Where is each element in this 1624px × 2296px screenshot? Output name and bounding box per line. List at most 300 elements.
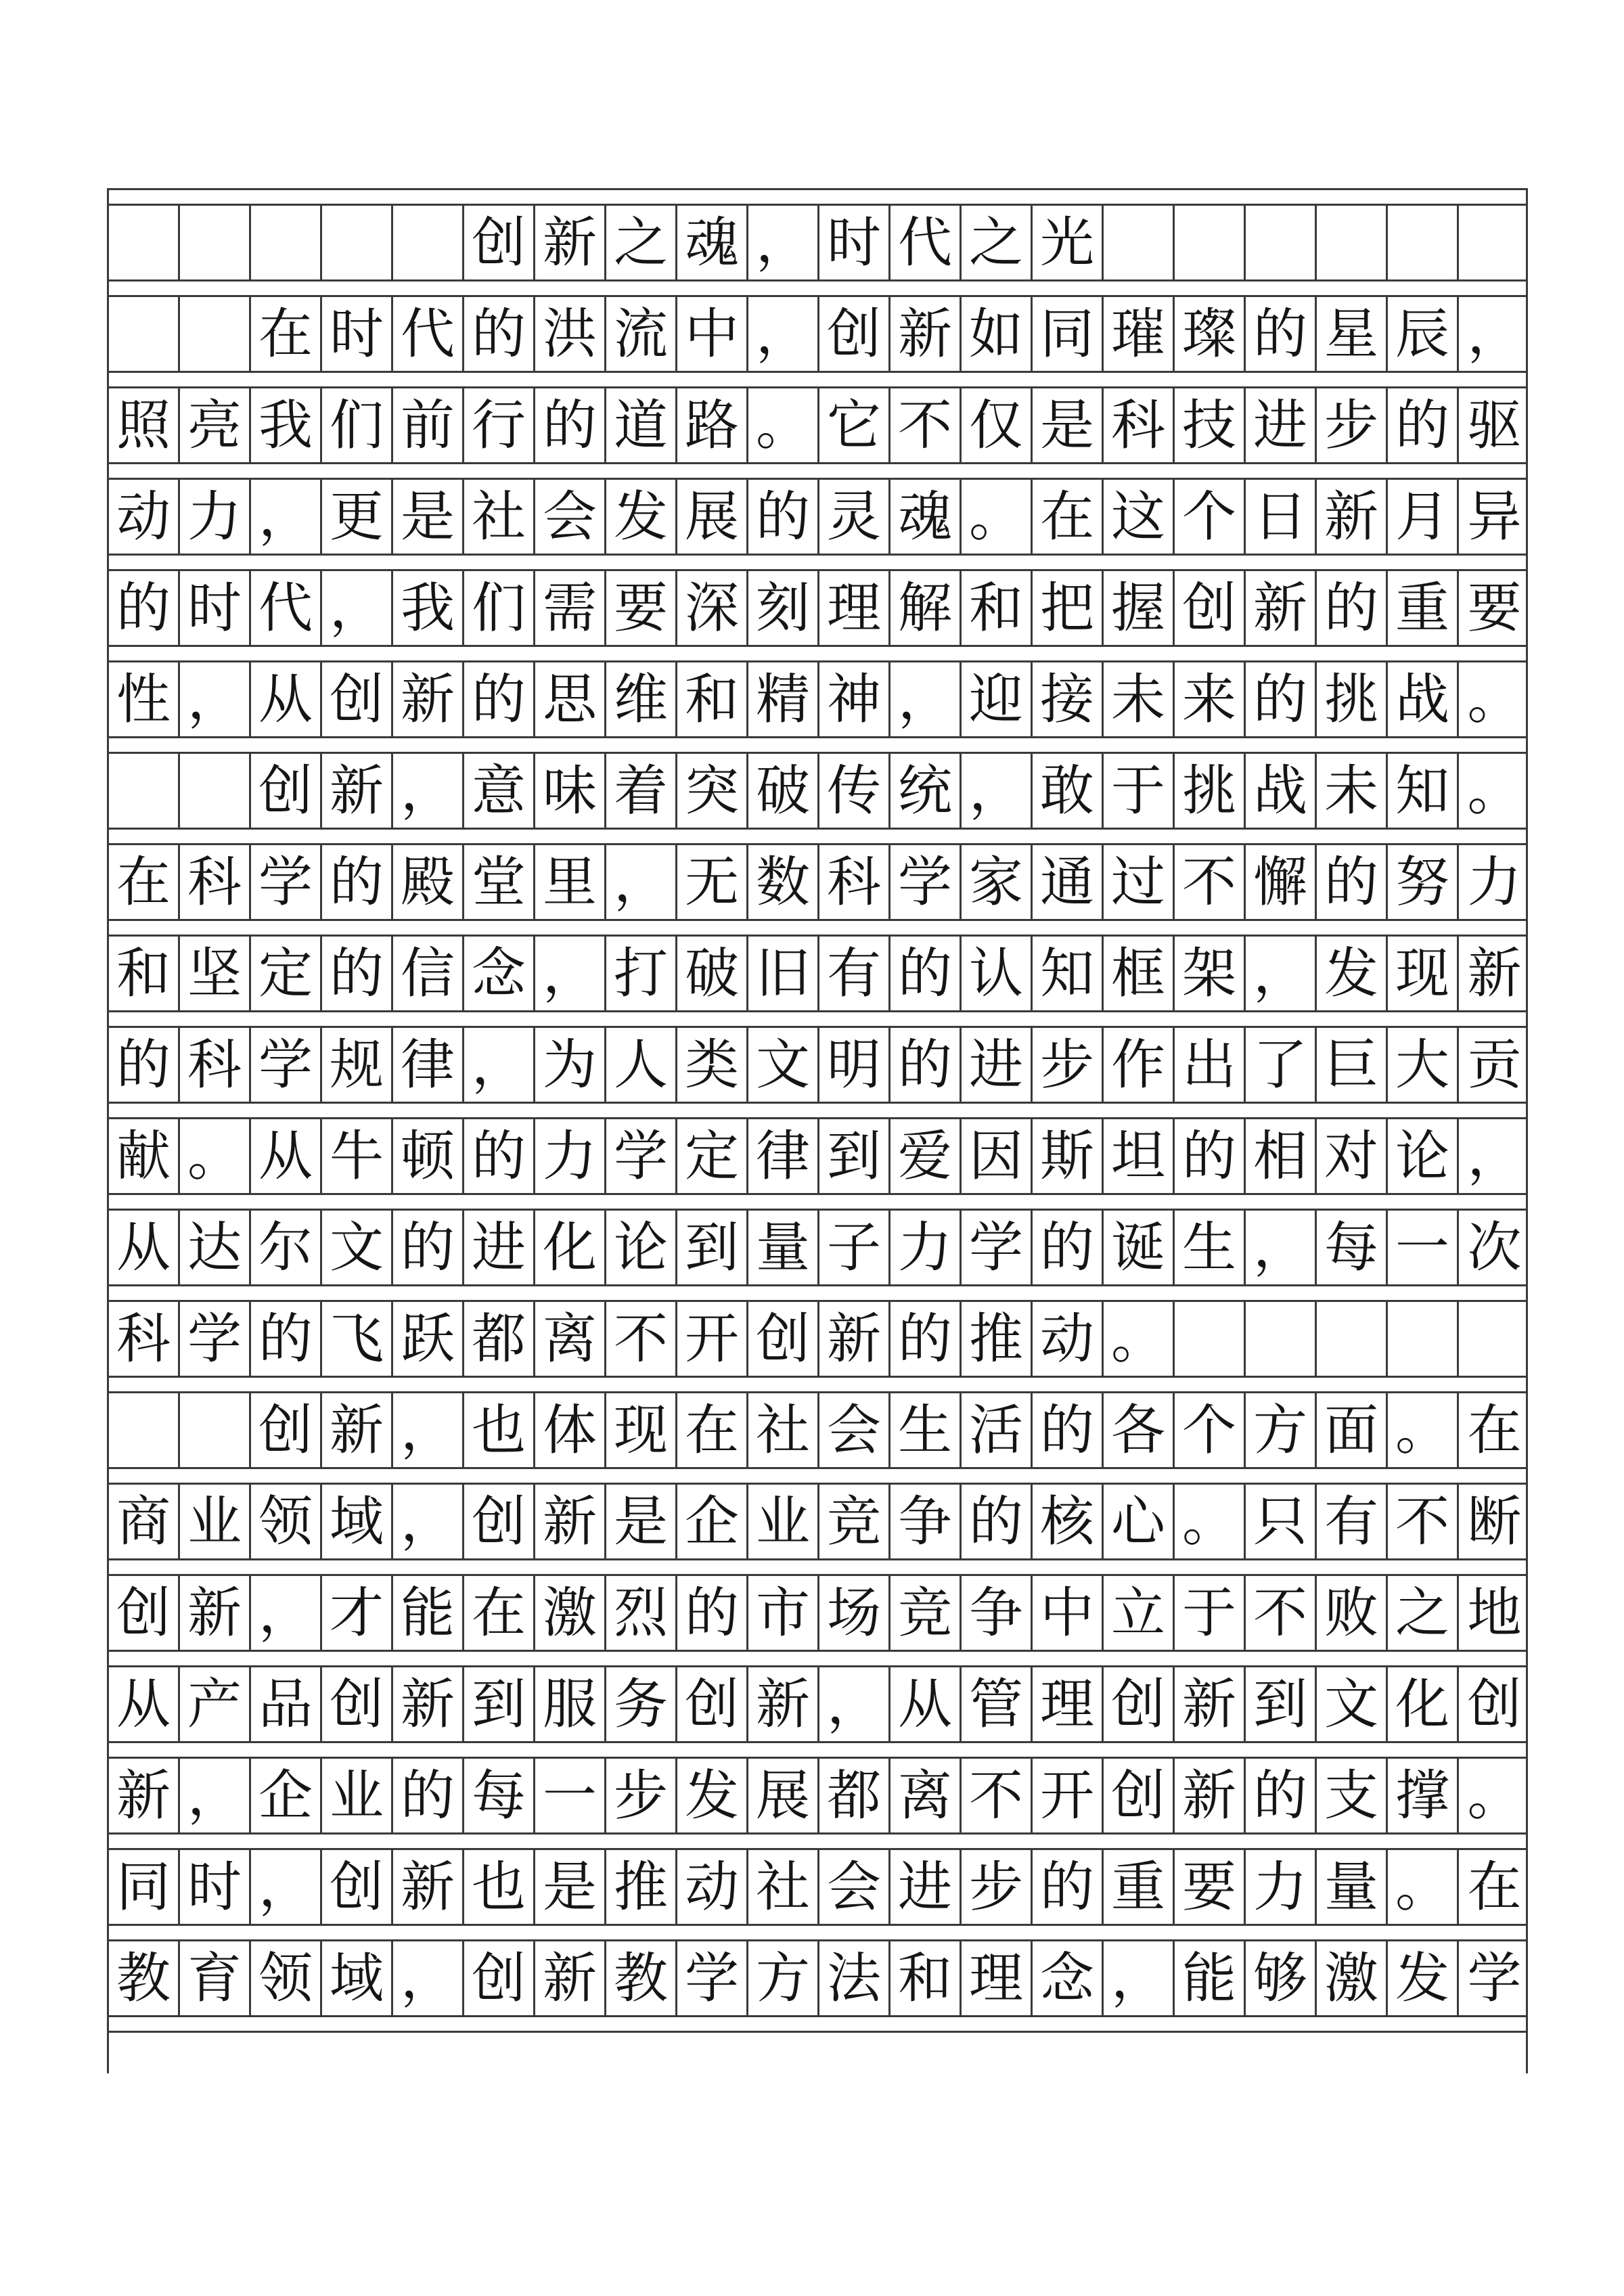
grid-cell: 科 xyxy=(180,845,251,919)
grid-cell: 顿 xyxy=(393,1119,464,1193)
grid-cell: 一 xyxy=(1388,1211,1459,1284)
grid-cell: 要 xyxy=(606,571,677,645)
grid-cell: 激 xyxy=(535,1576,606,1650)
grid-cell: 爱 xyxy=(890,1119,962,1193)
grid-cell: 理 xyxy=(962,1941,1033,2015)
grid-cell: 代 xyxy=(393,297,464,371)
grid-cell: ， xyxy=(890,662,962,736)
grid-cell: ， xyxy=(1104,1941,1175,2015)
grid-cell: 败 xyxy=(1317,1576,1388,1650)
grid-cell: 商 xyxy=(109,1485,180,1558)
grid-cell: 如 xyxy=(962,297,1033,371)
grid-cell: 和 xyxy=(677,662,748,736)
grid-cell: 步 xyxy=(606,1759,677,1832)
grid-cell: 到 xyxy=(1246,1667,1317,1741)
grid-cell: 只 xyxy=(1246,1485,1317,1558)
grid-cell: 进 xyxy=(464,1211,535,1284)
grid-cell: 堂 xyxy=(464,845,535,919)
grid-cell: 代 xyxy=(251,571,322,645)
grid-cell: 时 xyxy=(180,571,251,645)
grid-cell: 文 xyxy=(748,1028,819,1102)
grid-cell: 来 xyxy=(1175,662,1246,736)
grid-cell: 在 xyxy=(109,845,180,919)
grid-gap-strip xyxy=(109,1102,1526,1119)
grid-cell: 。 xyxy=(1467,1763,1522,1827)
grid-cell xyxy=(180,297,251,371)
grid-cell: 懈 xyxy=(1246,845,1317,919)
grid-cell: 方 xyxy=(1246,1393,1317,1467)
grid-cell: 挑 xyxy=(1317,662,1388,736)
grid-cell: 会 xyxy=(819,1393,890,1467)
grid-cell: 辰 xyxy=(1388,297,1459,371)
grid-cell: 企 xyxy=(251,1759,322,1832)
grid-cell: 每 xyxy=(464,1759,535,1832)
grid-cell xyxy=(1388,1302,1459,1376)
grid-cell: 家 xyxy=(962,845,1033,919)
grid-cell: 思 xyxy=(535,662,606,736)
grid-cell: 创 xyxy=(251,1393,322,1467)
grid-cell: 创 xyxy=(109,1576,180,1650)
grid-cell: ， xyxy=(464,1028,535,1102)
grid-cell: ， xyxy=(393,1941,464,2015)
grid-cell: 在 xyxy=(1033,480,1104,554)
grid-cell: 量 xyxy=(748,1211,819,1284)
grid-gap-strip xyxy=(109,1467,1526,1485)
grid-cell: 璨 xyxy=(1175,297,1246,371)
grid-cell: 璀 xyxy=(1104,297,1175,371)
grid-cell: 地 xyxy=(1467,1581,1522,1644)
grid-cell: 发 xyxy=(606,480,677,554)
grid-gap-strip xyxy=(109,645,1526,662)
grid-cell xyxy=(109,754,180,828)
grid-cell: 新 xyxy=(535,1941,606,2015)
grid-cell: 能 xyxy=(393,1576,464,1650)
grid-cell: 体 xyxy=(535,1393,606,1467)
grid-cell: 学 xyxy=(606,1119,677,1193)
grid-cell: 念 xyxy=(1033,1941,1104,2015)
grid-cell: 的 xyxy=(464,662,535,736)
grid-cell: 亮 xyxy=(180,388,251,462)
grid-cell: 育 xyxy=(180,1941,251,2015)
grid-cell: 魂 xyxy=(890,480,962,554)
grid-cell: ， xyxy=(180,1759,251,1832)
grid-cell: 力 xyxy=(535,1119,606,1193)
grid-cell: 性 xyxy=(109,662,180,736)
grid-cell: 不 xyxy=(606,1302,677,1376)
grid-cell: 展 xyxy=(677,480,748,554)
grid-cell: 竞 xyxy=(890,1576,962,1650)
grid-cell: 里 xyxy=(535,845,606,919)
grid-cell: 意 xyxy=(464,754,535,828)
grid-cell: 。 xyxy=(1388,1393,1459,1467)
grid-cell: 力 xyxy=(890,1211,962,1284)
grid-cell: 新 xyxy=(393,1850,464,1924)
grid-cell: 达 xyxy=(180,1211,251,1284)
grid-cell: 因 xyxy=(962,1119,1033,1193)
grid-cell: 支 xyxy=(1317,1759,1388,1832)
grid-cell: 次 xyxy=(1467,1215,1522,1279)
grid-cell: 传 xyxy=(819,754,890,828)
grid-cell: 解 xyxy=(890,571,962,645)
grid-cell: 灵 xyxy=(819,480,890,554)
grid-cell: 的 xyxy=(464,297,535,371)
grid-cell: 。 xyxy=(962,480,1033,554)
grid-cell: 诞 xyxy=(1104,1211,1175,1284)
grid-cell: 的 xyxy=(322,845,393,919)
grid-gap-strip xyxy=(109,1650,1526,1667)
grid-cell: 新 xyxy=(322,1393,393,1467)
grid-cell: 的 xyxy=(109,1028,180,1102)
grid-cell: 动 xyxy=(677,1850,748,1924)
grid-cell: 创 xyxy=(677,1667,748,1741)
grid-cell: 需 xyxy=(535,571,606,645)
grid-cell: 的 xyxy=(393,1211,464,1284)
grid-cell: 。 xyxy=(1104,1302,1175,1376)
grid-cell: 理 xyxy=(819,571,890,645)
grid-cell: 会 xyxy=(535,480,606,554)
grid-cell: 人 xyxy=(606,1028,677,1102)
grid-cell: 每 xyxy=(1317,1211,1388,1284)
grid-cell: 域 xyxy=(322,1485,393,1558)
grid-cell: 代 xyxy=(890,206,962,279)
grid-cell: 的 xyxy=(393,1759,464,1832)
grid-cell: 光 xyxy=(1033,206,1104,279)
grid-gap-strip xyxy=(109,188,1526,206)
grid-cell: 的 xyxy=(890,1028,962,1102)
grid-cell: ， xyxy=(748,206,819,279)
grid-cell: 我 xyxy=(393,571,464,645)
grid-cell: 尔 xyxy=(251,1211,322,1284)
grid-cell: 巨 xyxy=(1317,1028,1388,1102)
grid-cell: 。 xyxy=(748,388,819,462)
grid-cell: 域 xyxy=(322,1941,393,2015)
grid-cell: 务 xyxy=(606,1667,677,1741)
grid-cell: 领 xyxy=(251,1941,322,2015)
grid-cell: 新 xyxy=(890,297,962,371)
grid-cell: 新 xyxy=(180,1576,251,1650)
grid-cell: 个 xyxy=(1175,480,1246,554)
grid-cell: 产 xyxy=(180,1667,251,1741)
grid-cell: 有 xyxy=(1317,1485,1388,1558)
grid-gap-strip xyxy=(109,1010,1526,1028)
grid-cell: 领 xyxy=(251,1485,322,1558)
grid-cell: 烈 xyxy=(606,1576,677,1650)
grid-cell: 业 xyxy=(748,1485,819,1558)
grid-cell: 的 xyxy=(109,571,180,645)
grid-cell: 路 xyxy=(677,388,748,462)
grid-cell: 。 xyxy=(1467,759,1522,822)
grid-cell: 的 xyxy=(1033,1393,1104,1467)
grid-cell: 定 xyxy=(677,1119,748,1193)
grid-cell: 知 xyxy=(1388,754,1459,828)
grid-cell: 了 xyxy=(1246,1028,1317,1102)
grid-cell: 的 xyxy=(1317,571,1388,645)
grid-cell: 面 xyxy=(1317,1393,1388,1467)
grid-cell: 驱 xyxy=(1467,393,1522,457)
grid-cell xyxy=(109,206,180,279)
grid-cell: 。 xyxy=(1388,1850,1459,1924)
grid-cell: 企 xyxy=(677,1485,748,1558)
grid-cell: 坦 xyxy=(1104,1119,1175,1193)
grid-cell: 争 xyxy=(962,1576,1033,1650)
grid-cell: 到 xyxy=(819,1119,890,1193)
grid-cell: 不 xyxy=(962,1759,1033,1832)
grid-cell: 重 xyxy=(1388,571,1459,645)
grid-cell: 飞 xyxy=(322,1302,393,1376)
grid-cell: 动 xyxy=(1033,1302,1104,1376)
grid-cell: 在 xyxy=(1467,1855,1522,1918)
grid-cell: 的 xyxy=(1246,297,1317,371)
grid-cell: 敢 xyxy=(1033,754,1104,828)
grid-cell: 社 xyxy=(464,480,535,554)
grid-cell: 努 xyxy=(1388,845,1459,919)
grid-cell: 开 xyxy=(1033,1759,1104,1832)
grid-cell: 握 xyxy=(1104,571,1175,645)
grid-cell: 是 xyxy=(393,480,464,554)
grid-cell: 新 xyxy=(1317,480,1388,554)
grid-cell: 的 xyxy=(464,1119,535,1193)
grid-cell: 能 xyxy=(1175,1941,1246,2015)
grid-cell: 化 xyxy=(535,1211,606,1284)
grid-cell: 迎 xyxy=(962,662,1033,736)
grid-cell: 从 xyxy=(251,1119,322,1193)
grid-cell: 的 xyxy=(1246,1759,1317,1832)
grid-cell: 科 xyxy=(180,1028,251,1102)
grid-cell: ， xyxy=(535,937,606,1010)
grid-cell: ， xyxy=(1246,937,1317,1010)
grid-cell: 力 xyxy=(180,480,251,554)
grid-cell: 挑 xyxy=(1175,754,1246,828)
grid-cell: 新 xyxy=(535,206,606,279)
grid-cell: 市 xyxy=(748,1576,819,1650)
grid-cell xyxy=(393,206,464,279)
grid-cell: 创 xyxy=(464,1941,535,2015)
grid-cell: 管 xyxy=(962,1667,1033,1741)
grid-cell: 斯 xyxy=(1033,1119,1104,1193)
grid-cell: 知 xyxy=(1033,937,1104,1010)
grid-cell: 步 xyxy=(1033,1028,1104,1102)
grid-cell: 科 xyxy=(109,1302,180,1376)
grid-cell: 道 xyxy=(606,388,677,462)
grid-cell: 的 xyxy=(962,1485,1033,1558)
grid-cell: 子 xyxy=(819,1211,890,1284)
grid-cell: 创 xyxy=(464,1485,535,1558)
grid-cell: 同 xyxy=(109,1850,180,1924)
grid-cell: 论 xyxy=(1388,1119,1459,1193)
grid-cell: 量 xyxy=(1317,1850,1388,1924)
grid-cell: 学 xyxy=(677,1941,748,2015)
grid-cell: 创 xyxy=(464,206,535,279)
grid-cell: 激 xyxy=(1317,1941,1388,2015)
grid-cell: 它 xyxy=(819,388,890,462)
grid-cell: 不 xyxy=(1175,845,1246,919)
grid-cell: 新 xyxy=(393,662,464,736)
grid-cell: 新 xyxy=(1175,1759,1246,1832)
grid-cell xyxy=(251,206,322,279)
grid-cell: 认 xyxy=(962,937,1033,1010)
grid-cell: 教 xyxy=(606,1941,677,2015)
grid-cell: ， xyxy=(393,1485,464,1558)
grid-cell: 接 xyxy=(1033,662,1104,736)
grid-gap-strip xyxy=(109,2015,1526,2033)
grid-cell: 重 xyxy=(1104,1850,1175,1924)
grid-cell: 步 xyxy=(962,1850,1033,1924)
grid-gap-strip xyxy=(109,919,1526,937)
grid-cell: 学 xyxy=(251,845,322,919)
grid-cell: 从 xyxy=(109,1667,180,1741)
grid-cell: 文 xyxy=(322,1211,393,1284)
grid-cell: 刻 xyxy=(748,571,819,645)
grid-cell: 的 xyxy=(748,480,819,554)
grid-cell: ， xyxy=(322,571,393,645)
grid-cell: 维 xyxy=(606,662,677,736)
grid-cell: 的 xyxy=(1388,388,1459,462)
grid-cell: 核 xyxy=(1033,1485,1104,1558)
grid-cell: 各 xyxy=(1104,1393,1175,1467)
grid-cell: 从 xyxy=(251,662,322,736)
grid-cell: ， xyxy=(606,845,677,919)
grid-cell: 心 xyxy=(1104,1485,1175,1558)
grid-cell: 的 xyxy=(1317,845,1388,919)
grid-cell: 在 xyxy=(1467,1398,1522,1462)
grid-cell: 是 xyxy=(1033,388,1104,462)
grid-cell xyxy=(1175,1302,1246,1376)
grid-cell: 相 xyxy=(1246,1119,1317,1193)
grid-cell: 会 xyxy=(819,1850,890,1924)
grid-cell xyxy=(180,1393,251,1467)
grid-cell: 从 xyxy=(109,1211,180,1284)
grid-cell: 前 xyxy=(393,388,464,462)
grid-cell: 法 xyxy=(819,1941,890,2015)
grid-cell: 进 xyxy=(890,1850,962,1924)
grid-cell: 新 xyxy=(109,1759,180,1832)
grid-cell: 打 xyxy=(606,937,677,1010)
grid-cell: 到 xyxy=(464,1667,535,1741)
grid-cell: 创 xyxy=(819,297,890,371)
grid-gap-strip xyxy=(109,1284,1526,1302)
grid-cell: 有 xyxy=(819,937,890,1010)
grid-cell: 学 xyxy=(251,1028,322,1102)
grid-cell: 文 xyxy=(1317,1667,1388,1741)
grid-cell: 洪 xyxy=(535,297,606,371)
grid-cell: 出 xyxy=(1175,1028,1246,1102)
grid-cell: 学 xyxy=(180,1302,251,1376)
grid-cell: 无 xyxy=(677,845,748,919)
grid-cell: 撑 xyxy=(1388,1759,1459,1832)
grid-cell: 进 xyxy=(962,1028,1033,1102)
grid-cell: 念 xyxy=(464,937,535,1010)
grid-cell xyxy=(1317,1302,1388,1376)
grid-cell: ， xyxy=(1467,1124,1522,1188)
grid-cell: 科 xyxy=(819,845,890,919)
grid-cell: 社 xyxy=(748,1850,819,1924)
grid-gap-strip xyxy=(109,1741,1526,1759)
grid-cell: 定 xyxy=(251,937,322,1010)
grid-gap-strip xyxy=(109,1376,1526,1393)
grid-cell: 的 xyxy=(890,937,962,1010)
grid-cell: 创 xyxy=(1467,1672,1522,1736)
grid-cell: 在 xyxy=(251,297,322,371)
grid-cell: ， xyxy=(1246,1211,1317,1284)
grid-cell: 律 xyxy=(393,1028,464,1102)
grid-cell: 断 xyxy=(1467,1489,1522,1553)
grid-cell: 创 xyxy=(251,754,322,828)
grid-cell: 新 xyxy=(322,754,393,828)
grid-cell: 从 xyxy=(890,1667,962,1741)
grid-cell: 架 xyxy=(1175,937,1246,1010)
grid-cell: ， xyxy=(393,754,464,828)
grid-cell: 教 xyxy=(109,1941,180,2015)
grid-cell: 开 xyxy=(677,1302,748,1376)
grid-cell: 生 xyxy=(890,1393,962,1467)
grid-cell: 也 xyxy=(464,1393,535,1467)
grid-cell: 中 xyxy=(1033,1576,1104,1650)
grid-cell: ， xyxy=(1467,302,1522,365)
grid-cell: 破 xyxy=(748,754,819,828)
grid-cell: 异 xyxy=(1467,485,1522,548)
grid-cell: 争 xyxy=(890,1485,962,1558)
grid-cell: 通 xyxy=(1033,845,1104,919)
grid-cell: 发 xyxy=(1317,937,1388,1010)
grid-cell: 才 xyxy=(322,1576,393,1650)
grid-gap-strip xyxy=(109,279,1526,297)
grid-cell xyxy=(1246,206,1317,279)
grid-cell: 化 xyxy=(1388,1667,1459,1741)
grid-cell: 牛 xyxy=(322,1119,393,1193)
grid-cell: 更 xyxy=(322,480,393,554)
grid-cell xyxy=(1459,206,1530,279)
grid-cell: 仅 xyxy=(962,388,1033,462)
grid-cell: 的 xyxy=(535,388,606,462)
grid-cell: 推 xyxy=(962,1302,1033,1376)
grid-cell: ， xyxy=(748,297,819,371)
grid-cell: 和 xyxy=(890,1941,962,2015)
grid-cell: 和 xyxy=(962,571,1033,645)
grid-cell: ， xyxy=(180,662,251,736)
grid-cell: 的 xyxy=(322,937,393,1010)
grid-cell: 要 xyxy=(1467,576,1522,639)
grid-gap-strip xyxy=(109,462,1526,480)
grid-cell: 进 xyxy=(1246,388,1317,462)
grid-cell: 技 xyxy=(1175,388,1246,462)
grid-cell: 创 xyxy=(322,1850,393,1924)
grid-cell: 业 xyxy=(180,1485,251,1558)
grid-cell: 现 xyxy=(1388,937,1459,1010)
grid-gap-strip xyxy=(109,736,1526,754)
grid-cell: 于 xyxy=(1175,1576,1246,1650)
grid-cell: 。 xyxy=(1467,667,1522,731)
grid-cell: 创 xyxy=(322,662,393,736)
grid-cell: 生 xyxy=(1175,1211,1246,1284)
grid-cell: 服 xyxy=(535,1667,606,1741)
grid-cell: 着 xyxy=(606,754,677,828)
grid-cell: 业 xyxy=(322,1759,393,1832)
grid-cell: 现 xyxy=(606,1393,677,1467)
grid-gap-strip xyxy=(109,1924,1526,1941)
grid-cell: 动 xyxy=(109,480,180,554)
grid-cell: 立 xyxy=(1104,1576,1175,1650)
grid-cell: 把 xyxy=(1033,571,1104,645)
grid-cell: 个 xyxy=(1175,1393,1246,1467)
grid-cell xyxy=(180,206,251,279)
grid-cell: 规 xyxy=(322,1028,393,1102)
grid-cell: 月 xyxy=(1388,480,1459,554)
grid-cell: 魂 xyxy=(677,206,748,279)
grid-cell: 新 xyxy=(1246,571,1317,645)
grid-cell: 时 xyxy=(180,1850,251,1924)
grid-cell xyxy=(1104,206,1175,279)
grid-cell: ， xyxy=(393,1393,464,1467)
